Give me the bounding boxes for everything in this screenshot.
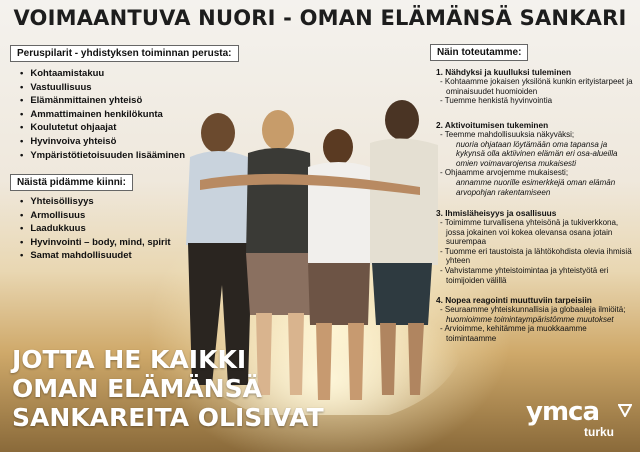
ymca-triangle-icon	[618, 403, 632, 417]
slogan	[12, 345, 324, 432]
list-item: • Ammattimainen henkilökunta	[20, 108, 185, 122]
principles-header: Peruspilarit - yhdistyksen toiminnan perusta:	[10, 45, 239, 62]
list-item: • Elämänmittainen yhteisö	[20, 94, 185, 108]
how-header: Näin toteutamme:	[430, 44, 528, 61]
section-item: - Ohjaamme arvojemme mukaisesti;	[436, 168, 636, 178]
list-item: • Yhteisöllisyys	[20, 195, 171, 209]
section-item	[436, 305, 636, 324]
section-item: - Vahvistamme yhteistoimintaa ja yhteistyötä eri toimijoiden välillä	[436, 266, 636, 285]
slogan-line: SANKAREITA OLISIVAT	[12, 403, 324, 432]
slogan-line: JOTTA HE KAIKKI	[12, 345, 247, 374]
principles-list	[20, 67, 185, 162]
logo-city: turku	[584, 425, 614, 439]
list-item: • Vastuullisuus	[20, 81, 185, 95]
section-2	[436, 120, 636, 197]
section-1	[436, 67, 636, 106]
logo-wordmark: ymca	[526, 397, 599, 427]
section-item-text: Seuraamme yhteiskunnallisia ja globaaleja ilmiöitä;	[444, 305, 626, 314]
poster-title: VOIMAANTUVA NUORI - OMAN ELÄMÄNSÄ SANKARI	[13, 6, 627, 30]
values-header: Näistä pidämme kiinni:	[10, 174, 133, 191]
section-item: - Tuomme eri taustoista ja lähtökohdista olevia ihmisiä yhteen	[436, 247, 636, 266]
list-item: • Armollisuus	[20, 209, 171, 223]
list-item: • Koulutetut ohjaajat	[20, 121, 185, 135]
section-3	[436, 208, 636, 285]
section-item: - Arvioimme, kehitämme ja muokkaamme toimintaamme	[436, 324, 636, 343]
section-subitem: annamme nuorille esimerkkejä oman elämän arvopohjan rakentamiseen	[456, 177, 616, 197]
list-item: • Ympäristötietoisuuden lisääminen	[20, 149, 185, 163]
list-item: • Kohtaamistakuu	[20, 67, 185, 81]
section-subitem: nuoria ohjataan löytämään oma tapansa ja kykynsä olla aktiivinen elämän eri osa-alueilla omien voimavarojensa mukaisesti	[456, 139, 618, 168]
section-4	[436, 295, 636, 343]
list-item: • Samat mahdollisuudet	[20, 249, 171, 263]
section-item-emphasis: huomioimme toimintaympäristömme muutokset	[446, 314, 614, 324]
values-list	[20, 195, 171, 263]
section-title: 4. Nopea reagointi muuttuviin tarpeisiin	[436, 295, 592, 305]
list-item: • Laadukkuus	[20, 222, 171, 236]
list-item: • Hyvinvoiva yhteisö	[20, 135, 185, 149]
section-item: - Kohtaamme jokaisen yksilönä kunkin erityistarpeet ja ominaisuudet huomioiden	[436, 77, 636, 96]
slogan-line: OMAN ELÄMÄNSÄ	[12, 374, 262, 403]
section-title: 2. Aktivoitumisen tukeminen	[436, 120, 549, 130]
section-item: - Tuemme henkistä hyvinvointia	[436, 96, 636, 106]
section-item: - Teemme mahdollisuuksia näkyväksi;	[436, 130, 636, 140]
section-title: 3. Ihmisläheisyys ja osallisuus	[436, 208, 557, 218]
list-item: • Hyvinvointi – body, mind, spirit	[20, 236, 171, 250]
section-item: - Toimimme turvallisena yhteisönä ja tukiverkkona, jossa jokainen voi kokea olevansa osana jotain suurempaa	[436, 218, 636, 247]
section-title: 1. Nähdyksi ja kuulluksi tuleminen	[436, 67, 572, 77]
ymca-logo	[526, 397, 631, 439]
